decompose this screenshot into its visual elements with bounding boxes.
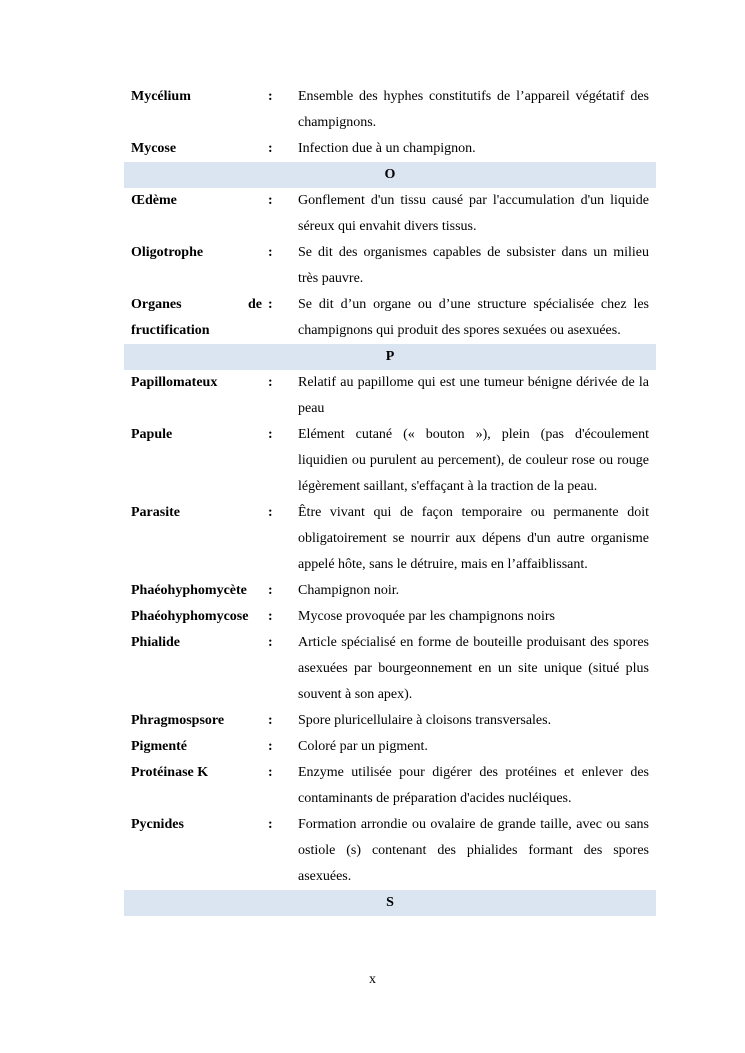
colon: : xyxy=(268,817,273,832)
definition: Article spécialisé en forme de bouteille produisant des spores asexuées par bourgeonnement en un site unique (situé plus souvent à son apex). xyxy=(298,635,649,702)
colon: : xyxy=(268,375,273,390)
term: Phaéohyphomycète xyxy=(131,583,247,598)
definition: Elément cutané (« bouton »), plein (pas d'écoulement liquidien ou purulent au percement), de couleur rose ou rouge légèrement saillant, s'effaçant à la traction de la peau. xyxy=(298,427,649,494)
colon: : xyxy=(268,583,273,598)
definition: Coloré par un pigment. xyxy=(298,739,428,754)
glossary-entry xyxy=(124,240,656,292)
term: Papule xyxy=(131,427,173,442)
colon: : xyxy=(268,193,273,208)
colon: : xyxy=(268,713,273,728)
glossary-entry xyxy=(124,136,656,162)
section-header-p: P xyxy=(124,344,656,370)
term: Œdème xyxy=(131,193,177,208)
definition: Ensemble des hyphes constitutifs de l’appareil végétatif des champignons. xyxy=(298,89,649,130)
glossary-entry xyxy=(124,604,656,630)
glossary xyxy=(124,84,656,916)
definition: Être vivant qui de façon temporaire ou permanente doit obligatoirement se nourrir aux dépens d'un autre organisme appelé hôte, sans le détruire, mais en l’affaiblissant. xyxy=(298,505,649,572)
term: Phialide xyxy=(131,635,181,650)
colon: : xyxy=(268,245,273,260)
colon: : xyxy=(268,141,273,156)
definition: Spore pluricellulaire à cloisons transversales. xyxy=(298,713,552,728)
colon: : xyxy=(268,89,273,104)
colon: : xyxy=(268,297,273,312)
glossary-entry xyxy=(124,734,656,760)
definition: Infection due à un champignon. xyxy=(298,141,476,156)
term: Oligotrophe xyxy=(131,245,204,260)
term: Papillomateux xyxy=(131,375,218,390)
term-word: de xyxy=(248,297,262,312)
glossary-entry xyxy=(124,422,656,500)
term: Parasite xyxy=(131,505,180,520)
definition: Mycose provoquée par les champignons noirs xyxy=(298,609,555,624)
term: Pycnides xyxy=(131,817,184,832)
term-word: Organes xyxy=(131,297,182,312)
term: Phaéohyphomycose xyxy=(131,609,249,624)
page-number: x xyxy=(369,972,376,987)
section-header-s: S xyxy=(124,890,656,916)
glossary-entry xyxy=(124,188,656,240)
definition: Formation arrondie ou ovalaire de grande taille, avec ou sans ostiole (s) contenant des phialides formant des spores asexuées. xyxy=(298,817,649,884)
colon: : xyxy=(268,765,273,780)
colon: : xyxy=(268,635,273,650)
glossary-entry xyxy=(124,500,656,578)
term xyxy=(124,292,268,344)
definition: Se dit d’un organe ou d’une structure spécialisée chez les champignons qui produit des spores sexuées ou asexuées. xyxy=(298,297,649,338)
definition: Champignon noir. xyxy=(298,583,400,598)
term: Mycélium xyxy=(131,89,191,104)
colon: : xyxy=(268,739,273,754)
glossary-entry xyxy=(124,708,656,734)
colon: : xyxy=(268,609,273,624)
glossary-entry xyxy=(124,292,656,344)
term: Protéinase K xyxy=(131,765,209,780)
definition: Relatif au papillome qui est une tumeur bénigne dérivée de la peau xyxy=(298,375,649,416)
term-word: fructification xyxy=(131,323,210,338)
definition: Enzyme utilisée pour digérer des protéines et enlever des contaminants de préparation d'acides nucléiques. xyxy=(298,765,649,806)
definition: Gonflement d'un tissu causé par l'accumulation d'un liquide séreux qui envahit divers tissus. xyxy=(298,193,649,234)
glossary-entry xyxy=(124,630,656,708)
glossary-entry xyxy=(124,370,656,422)
glossary-entry xyxy=(124,812,656,890)
term: Phragmospsore xyxy=(131,713,225,728)
colon: : xyxy=(268,505,273,520)
glossary-entry xyxy=(124,84,656,136)
glossary-entry xyxy=(124,578,656,604)
colon: : xyxy=(268,427,273,442)
term: Pigmenté xyxy=(131,739,187,754)
term: Mycose xyxy=(131,141,177,156)
definition: Se dit des organismes capables de subsister dans un milieu très pauvre. xyxy=(298,245,649,286)
glossary-entry xyxy=(124,760,656,812)
section-header-o: O xyxy=(124,162,656,188)
